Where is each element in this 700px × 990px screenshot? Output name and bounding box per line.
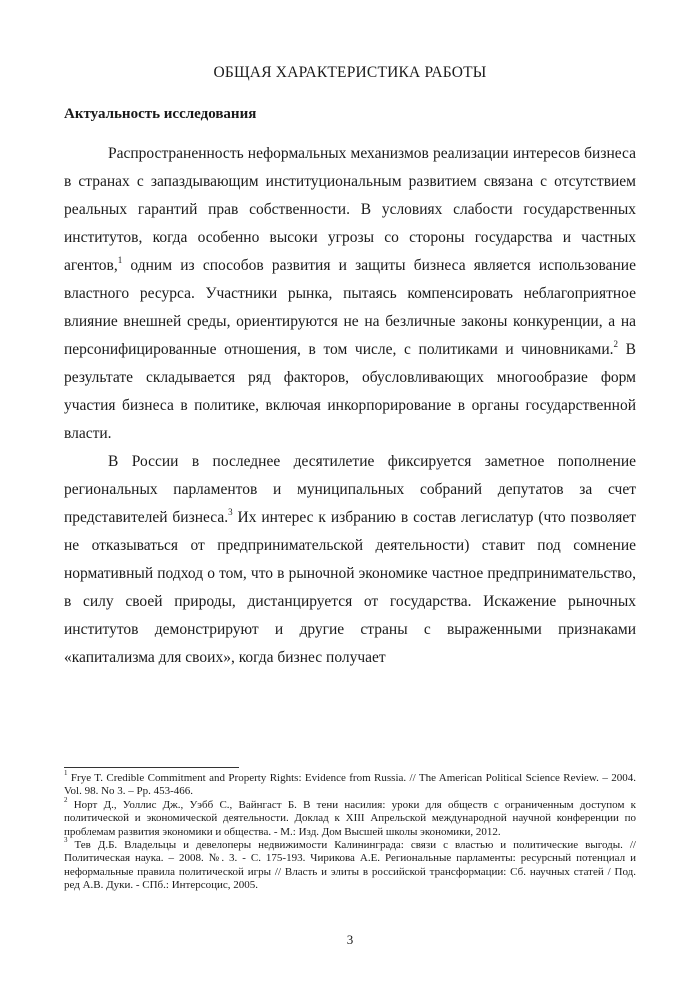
footnote-text-3: Тев Д.Б. Владельцы и девелоперы недвижимости Калининграда: связи с властью и политические выгоды. // Политическая наука. – 2008. №. 3. - С. 175-193. Чирикова А.Е. Региональные парламенты: ресурсный потенциал и неформальные правила политической игры // Власть и элиты в российской трансформации: Сб. научных статей / Под. ред А.В. Дуки. - СПб.: Интерсоцис, 2005. — [64, 839, 636, 892]
footnote-ref-1: 1 — [117, 254, 123, 265]
footnote-text-1: Frye T. Credible Commitment and Property Rights: Evidence from Russia. // The American Political Science Review. – 2004. Vol. 98. No 3. – Pp. 453-466. — [64, 772, 636, 798]
footnote-3 — [64, 836, 636, 893]
page-number: 3 — [346, 932, 354, 947]
section-heading: Актуальность исследования — [64, 106, 257, 122]
footnote-mark-2: 2 — [64, 796, 68, 805]
paragraph-1-text-3: В результате складывается ряд факторов, обусловливающих многообразие форм участия бизнеса в политике, включая инкорпорирование в органы государственной власти. — [64, 341, 636, 442]
footnote-ref-3: 3 — [228, 506, 233, 517]
paragraph-1-text-2: одним из способов развития и защиты бизнеса является использование властного ресурса. Участники рынка, пытаясь компенсировать неблагоприятное влияние внешней среды, ориентируются не на безличные законы конкуренции, а на персонифицированные отношения, в том числе, с политиками и чиновниками. — [64, 257, 636, 358]
paragraph-1 — [64, 140, 636, 448]
body-text — [64, 140, 636, 672]
footnote-mark-3: 3 — [64, 836, 68, 845]
footnote-text-2: Норт Д., Уоллис Дж., Уэбб С., Вайнгаст Б. В тени насилия: уроки для обществ с ограниченным доступом к политической и экономической деятельности. Доклад к XIII Апрельской международной научной конференции по проблемам развития экономики и общества. - М.: Изд. Дом Высшей школы экономики, 2012. — [64, 798, 636, 838]
footnote-ref-2: 2 — [613, 338, 619, 349]
footnotes — [64, 769, 636, 893]
paragraph-2-text-1: В России в последнее десятилетие фиксируется заметное пополнение региональных парламентов и муниципальных собраний депутатов за счет представителей бизнеса. — [64, 453, 636, 526]
paragraph-2-text-2: Их интерес к избранию в состав легислатур (что позволяет не отказываться от предпринимательской деятельности) ставит под сомнение нормативный подход о том, что в рыночной экономике частное предпринимательство, в силу своей природы, дистанцируется от государства. Искажение рыночных институтов демонстрируют и другие страны с выраженными признаками «капитализма для своих», когда бизнес получает — [64, 509, 636, 666]
footnote-mark-1: 1 — [64, 769, 68, 778]
paragraph-2 — [64, 448, 636, 672]
footnote-2 — [64, 796, 636, 839]
footnote-1 — [64, 769, 636, 799]
footnote-divider — [64, 767, 239, 768]
page-title: ОБЩАЯ ХАРАКТЕРИСТИКА РАБОТЫ — [213, 64, 487, 81]
paragraph-1-text-1: Распространенность неформальных механизмов реализации интересов бизнеса в странах с запаздывающим институциональным развитием связана с отсутствием реальных гарантий прав собственности. В условиях слабости государственных институтов, когда особенно высоки угрозы со стороны государства и частных агентов, — [64, 145, 636, 274]
